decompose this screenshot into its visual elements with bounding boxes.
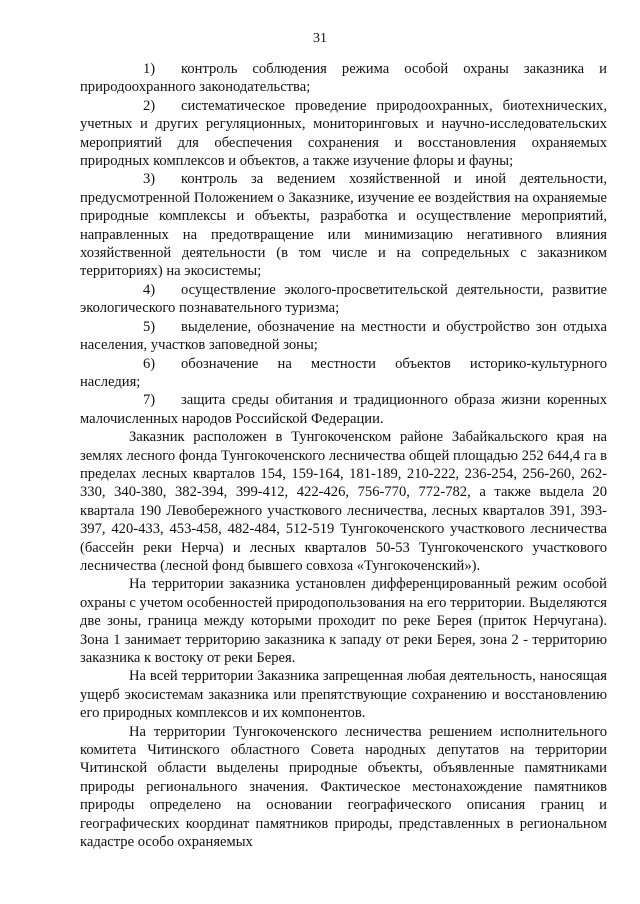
list-item [80,281,607,318]
list-item-text: обозначение на местности объектов историко-культурного наследия; [80,355,607,390]
list-item-number: 7) [143,392,156,409]
body-paragraph: На всей территории Заказника запрещенная любая деятельность, наносящая ущерб экосистемам заказника или препятствующие сохранению и восстановлению его природных комплексов и их компонентов. [80,668,607,722]
list-item [80,170,607,280]
list-item [80,97,607,171]
list-item [80,391,607,428]
list-item-number: 1) [143,61,156,77]
list-item-number: 5) [143,318,156,335]
page-number: 31 [313,31,327,46]
body-paragraph: На территории заказника установлен дифференцированный режим особой охраны с учетом особенностей природопользования на его территории. Выделяются две зоны, граница между которыми проходит по реке Берея (приток Нерчугана). Зона 1 занимает территорию заказника к западу от реки Берея, зона 2 - территорию заказника к востоку от реки Берея. [80,576,607,666]
list-item-text: систематическое проведение природоохранных, биотехнических, учетных и других регуляционных, мониторинговых и научно-исследовательских мероприятий для обеспечения сохранения и восстановления охраняемых природных комплексов и объектов, а также изучение флоры и фауны; [80,97,607,170]
body-paragraph: На территории Тунгокоченского лесничества решением исполнительного комитета Читинского областного Совета народных депутатов на территории Читинской области выделены природные объекты, объявленные памятниками природы регионального значения. Фактическое местонахождение памятников природы определено на основании географического описания границ и географических координат памятников природы, представленных в региональном кадастре особо охраняемых [80,723,607,851]
list-item-number: 2) [143,97,156,114]
list-item-number: 6) [143,355,156,372]
list-item [80,355,607,392]
list-item [80,318,607,355]
list-item-number: 3) [143,171,156,188]
list-item-text: защита среды обитания и традиционного образа жизни коренных малочисленных народов Российской Федерации. [80,392,607,427]
body-paragraph: Заказник расположен в Тунгокоченском районе Забайкальского края на землях лесного фонда Тунгокоченского лесничества общей площадью 252 644,4 га в пределах лесных кварталов 154, 159-164, 181-189, 210-222, 236-254, 256-260, 262-330, 340-380, 382-394, 399-412, 422-426, 756-770, 772-782, а также выдела 20 квартала 190 Левобережного участкового лесничества, лесных кварталов 391, 393-397, 420-433, 453-458, 482-484, 512-519 Тунгокоченского участкового лесничества (бассейн реки Нерча) и лесных кварталов 50-53 Тунгокоченского участкового лесничества (лесной фонд бывшего совхоза «Тунгокоченский»). [80,429,607,574]
list-item [80,60,607,97]
list-item-text: осуществление эколого-просветительской деятельности, развитие экологического познавательного туризма; [80,281,607,317]
list-item-text: контроль соблюдения режима особой охраны заказника и природоохранного законодательства; [80,61,607,96]
list-item-number: 4) [143,281,156,298]
list-item-text: выделение, обозначение на местности и обустройство зон отдыха населения, участков заповедной зоны; [80,318,607,354]
list-item-text: контроль за ведением хозяйственной и иной деятельности, предусмотренной Положением о Заказнике, изучение ее воздействия на охраняемые природные комплексы и объекты, разработка и осуществление мероприятий, направленных на предотвращение или минимизацию негативного влияния хозяйственной деятельности (в том числе и на сопредельных с заказником территориях) на экосистемы; [80,171,607,280]
document-body [80,60,607,851]
